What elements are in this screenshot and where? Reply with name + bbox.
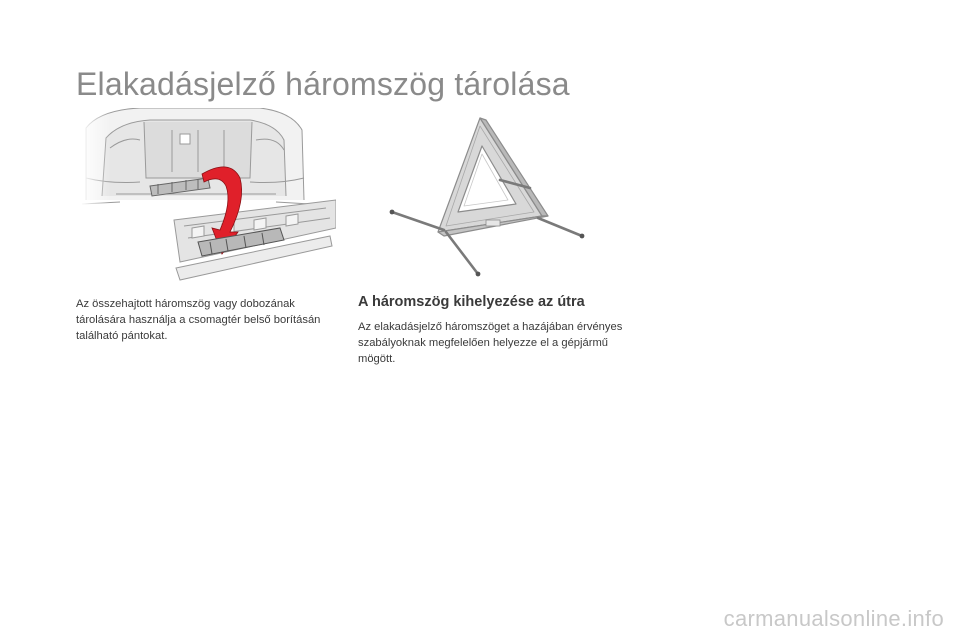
trunk-storage-illustration — [80, 108, 336, 282]
warning-triangle-illustration — [382, 112, 592, 282]
storage-instructions — [76, 296, 336, 344]
page-title: Elakadásjelző háromszög tárolása — [76, 66, 570, 102]
placement-section — [358, 294, 628, 367]
placement-text: Az elakadásjelző háromszöget a hazájában érvényes szabályoknak megfelelően helyezze el a gépjármű mögött. — [358, 321, 623, 365]
storage-text: Az összehajtott háromszög vagy dobozának tárolására használja a csomagtér belső borításán található pántokat. — [76, 298, 321, 342]
placement-heading: A háromszög kihelyezése az útra — [358, 294, 585, 310]
watermark: carmanualsonline.info — [723, 606, 944, 631]
